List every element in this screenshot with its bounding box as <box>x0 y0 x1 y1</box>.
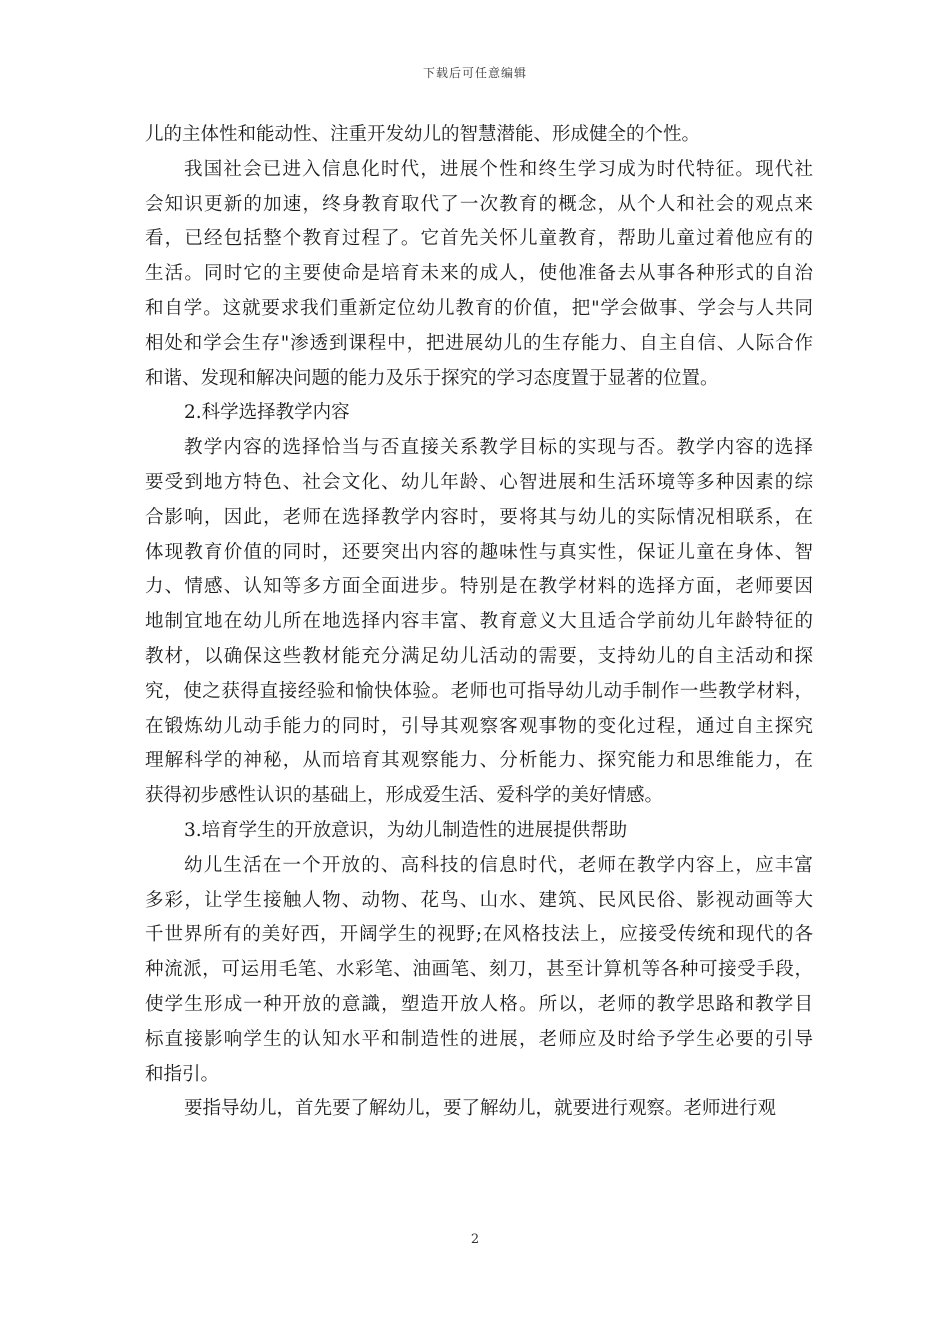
document-body <box>145 118 813 1127</box>
paragraph <box>145 396 813 431</box>
text-line: 相处和学会生存"渗透到课程中，把进展幼儿的生存能力、自主自信、人际合作 <box>145 332 813 354</box>
text-line: 使学生形成一种开放的意識，塑造开放人格。所以，老师的教学思路和教学目 <box>145 993 813 1015</box>
text-line: 我国社会已进入信息化时代，进展个性和终生学习成为时代特征。现代社 <box>184 158 813 180</box>
text-line: 力、情感、认知等多方面全面进步。特别是在教学材料的选择方面，老师要因 <box>145 576 813 598</box>
text-line: 儿的主体性和能动性、注重开发幼儿的智慧潜能、形成健全的个性。 <box>145 124 701 145</box>
text-line: 教材，以确保这些教材能充分满足幼儿活动的需要，支持幼儿的自主活动和探 <box>145 645 813 667</box>
text-line: 体现教育价值的同时，还要突出内容的趣味性与真实性，保证儿童在身体、智 <box>145 541 813 563</box>
text-line: 和自学。这就要求我们重新定位幼儿教育的价值，把"学会做事、学会与人共同 <box>145 297 813 319</box>
text-line: 在锻炼幼儿动手能力的同时，引导其观察客观事物的变化过程，通过自主探究 <box>145 715 813 737</box>
page-header: 下载后可任意编辑 <box>422 66 527 80</box>
text-line: 和谐、发现和解决问题的能力及乐于探究的学习态度置于显著的位置。 <box>145 367 719 389</box>
text-line: 和指引。 <box>145 1063 220 1085</box>
text-line: 幼儿生活在一个开放的、高科技的信息时代，老师在教学内容上，应丰富 <box>184 854 813 876</box>
page-number: 2 <box>470 1232 480 1247</box>
paragraph <box>145 153 813 397</box>
paragraph <box>145 814 813 849</box>
text-line: 多彩，让学生接触人物、动物、花鸟、山水、建筑、民风民俗、影视动画等大 <box>145 889 813 911</box>
text-line: 地制宜地在幼儿所在地选择内容丰富、教育意义大且适合学前幼儿年龄特征的 <box>145 611 813 633</box>
text-line: 看，已经包括整个教育过程了。它首先关怀儿童教育，帮助儿童过着他应有的 <box>145 228 813 250</box>
paragraph <box>145 431 813 814</box>
text-line: 理解科学的神秘，从而培育其观察能力、分析能力、探究能力和思维能力，在 <box>145 750 813 772</box>
text-line: 获得初步感性认识的基础上，形成爱生活、爱科学的美好情感。 <box>145 785 664 807</box>
text-line: 合影响，因此，老师在选择教学内容时，要将其与幼儿的实际情况相联系，在 <box>145 506 813 528</box>
text-line: 标直接影响学生的认知水平和制造性的进展，老师应及时给予学生必要的引导 <box>145 1028 813 1050</box>
text-line: 要受到地方特色、社会文化、幼儿年龄、心智进展和生活环境等多种因素的综 <box>145 471 813 493</box>
text-line: 生活。同时它的主要使命是培育未来的成人，使他准备去从事各种形式的自治 <box>145 263 813 285</box>
paragraph <box>145 1092 813 1127</box>
text-line: 会知识更新的加速，终身教育取代了一次教育的概念，从个人和社会的观点来 <box>145 193 813 215</box>
text-line: 种流派，可运用毛笔、水彩笔、油画笔、刻刀，甚至计算机等各种可接受手段， <box>145 959 813 981</box>
text-line: 3.培育学生的开放意识，为幼儿制造性的进展提供帮助 <box>184 819 628 841</box>
text-line: 千世界所有的美好西，开阔学生的视野;在风格技法上，应接受传统和现代的各 <box>145 924 813 946</box>
text-line: 究，使之获得直接经验和愉快体验。老师也可指导幼儿动手制作一些教学材料， <box>145 680 813 702</box>
text-line: 2.科学选择教学内容 <box>184 402 350 424</box>
paragraph <box>145 849 813 1093</box>
text-line: 教学内容的选择恰当与否直接关系教学目标的实现与否。教学内容的选择 <box>184 437 813 459</box>
paragraph <box>145 118 813 153</box>
text-line: 要指导幼儿，首先要了解幼儿，要了解幼儿，就要进行观察。老师进行观 <box>184 1098 777 1120</box>
